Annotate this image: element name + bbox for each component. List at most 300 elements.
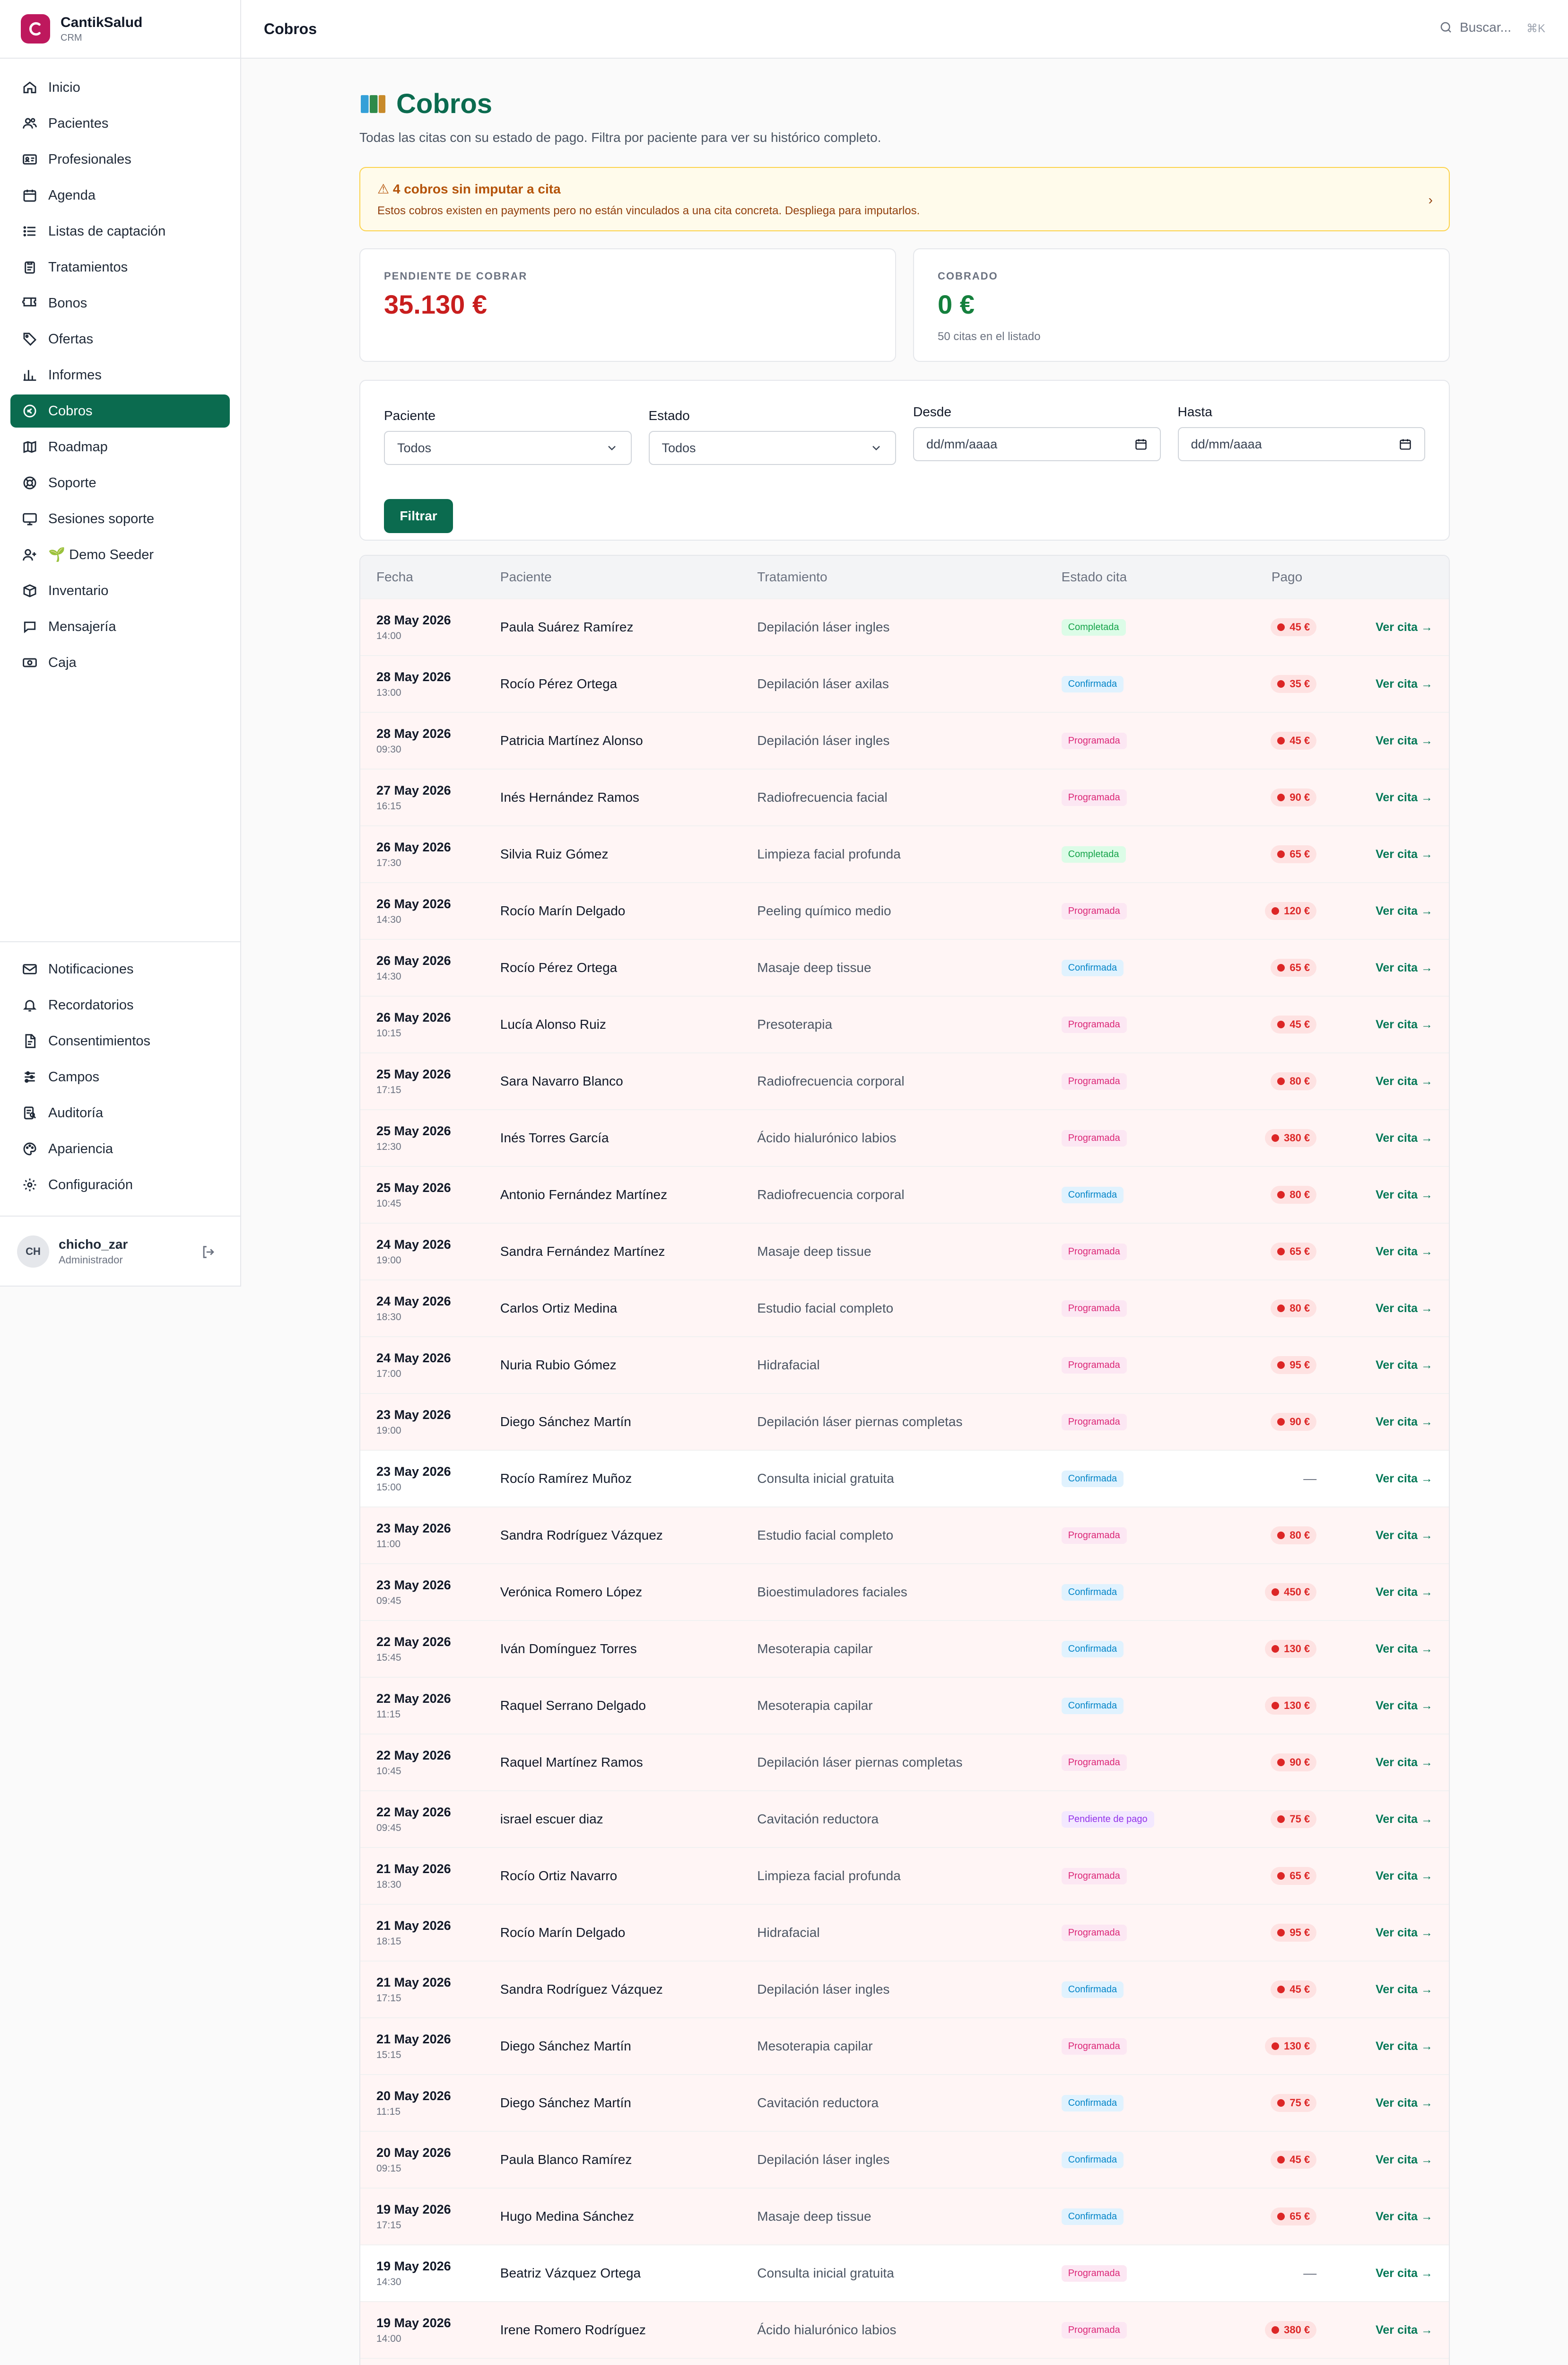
- appointment-time: 09:45: [376, 1595, 401, 1606]
- patient-name: Carlos Ortiz Medina: [500, 1301, 618, 1315]
- table-row[interactable]: [360, 1507, 1449, 1563]
- search-input[interactable]: [1439, 20, 1511, 35]
- date-cell: [360, 1067, 500, 1096]
- treatment-name: Ácido hialurónico labios: [757, 2322, 897, 2337]
- view-appointment-link[interactable]: Ver cita →: [1376, 1188, 1433, 1201]
- appointment-time: 12:30: [376, 1141, 401, 1152]
- view-appointment-cell: [1321, 1302, 1449, 1315]
- view-appointment-cell: [1321, 848, 1449, 861]
- sidebar-item-listas-de-captacion[interactable]: [10, 215, 230, 248]
- view-appointment-link[interactable]: Ver cita →: [1376, 1642, 1433, 1656]
- view-appointment-link[interactable]: Ver cita →: [1376, 1131, 1433, 1145]
- status-badge: Programada: [1062, 1357, 1127, 1374]
- appointment-time: 09:45: [376, 1822, 401, 1833]
- date-cell: [360, 1124, 500, 1153]
- pending-card: [359, 248, 896, 362]
- appointment-time: 10:45: [376, 1765, 401, 1777]
- gear-icon: [22, 1177, 38, 1193]
- table-row[interactable]: [360, 1904, 1449, 1961]
- status-cell: [1062, 789, 1203, 806]
- payment-badge: 130 €: [1265, 1697, 1316, 1715]
- payment-cell: [1203, 618, 1321, 636]
- appointment-time: 10:15: [376, 1027, 401, 1039]
- sidebar-item-label: Pacientes: [48, 115, 109, 131]
- payment-badge: 65 €: [1271, 1243, 1316, 1261]
- view-appointment-link[interactable]: Ver cita →: [1376, 1472, 1433, 1485]
- view-appointment-link[interactable]: Ver cita →: [1376, 847, 1433, 861]
- sidebar-item-sesiones-soporte[interactable]: [10, 502, 230, 535]
- status-badge: Programada: [1062, 1754, 1127, 1771]
- view-appointment-cell: [1321, 1699, 1449, 1713]
- payment-cell: [1203, 1016, 1321, 1034]
- sidebar-item-inicio[interactable]: [10, 71, 230, 104]
- status-badge: Confirmada: [1062, 676, 1124, 692]
- to-date-input[interactable]: dd/mm/aaaa: [1178, 427, 1426, 461]
- sidebar-item-label: Campos: [48, 1069, 99, 1085]
- table-row[interactable]: [360, 825, 1449, 882]
- view-appointment-link[interactable]: Ver cita →: [1376, 1358, 1433, 1372]
- table-row[interactable]: [360, 1166, 1449, 1223]
- appointment-date: 24 May 2026: [376, 1350, 451, 1365]
- sidebar-item-label: Configuración: [48, 1177, 133, 1192]
- sidebar-item-label: 🌱 Demo Seeder: [48, 547, 154, 562]
- status-badge: Programada: [1062, 733, 1127, 749]
- cash-icon: [22, 655, 38, 671]
- view-appointment-cell: [1321, 1358, 1449, 1372]
- view-appointment-link[interactable]: Ver cita →: [1376, 1301, 1433, 1315]
- payment-cell: [1203, 845, 1321, 863]
- view-appointment-link[interactable]: Ver cita →: [1376, 1699, 1433, 1712]
- patient-name: Raquel Serrano Delgado: [500, 1698, 646, 1713]
- unassigned-payments-alert[interactable]: [359, 167, 1450, 231]
- sidebar-item-inventario[interactable]: [10, 574, 230, 607]
- payment-badge: 75 €: [1271, 2094, 1316, 2112]
- view-appointment-cell: [1321, 2210, 1449, 2224]
- status-cell: [1062, 733, 1203, 749]
- patient-name: Paula Suárez Ramírez: [500, 620, 634, 634]
- status-badge: Programada: [1062, 1868, 1127, 1884]
- status-cell: [1062, 1073, 1203, 1090]
- view-appointment-link[interactable]: Ver cita →: [1376, 734, 1433, 747]
- table-row[interactable]: [360, 2301, 1449, 2358]
- payment-cell: [1203, 2207, 1321, 2225]
- table-row[interactable]: [360, 598, 1449, 655]
- status-cell: [1062, 676, 1203, 692]
- payment-cell: [1203, 902, 1321, 920]
- status-cell: [1062, 1925, 1203, 1941]
- table-row[interactable]: [360, 1847, 1449, 1904]
- status-cell: [1062, 2265, 1203, 2282]
- brand[interactable]: [0, 0, 240, 59]
- appointment-time: 15:15: [376, 2049, 401, 2060]
- sidebar-item-label: Listas de captación: [48, 223, 166, 239]
- view-appointment-link[interactable]: Ver cita →: [1376, 1528, 1433, 1542]
- status-cell: [1062, 2038, 1203, 2055]
- status-badge: Programada: [1062, 1527, 1127, 1544]
- table-row[interactable]: [360, 712, 1449, 769]
- status-cell: [1062, 2095, 1203, 2111]
- sidebar-item-label: Agenda: [48, 187, 96, 203]
- appointment-date: 25 May 2026: [376, 1067, 451, 1081]
- view-appointment-link[interactable]: Ver cita →: [1376, 1585, 1433, 1599]
- status-badge: Programada: [1062, 1925, 1127, 1941]
- payment-cell: [1203, 1471, 1321, 1486]
- brand-name: CantikSalud: [61, 14, 143, 30]
- appointment-date: 20 May 2026: [376, 2145, 451, 2160]
- view-appointment-cell: [1321, 1245, 1449, 1259]
- payment-badge: —: [1303, 2266, 1317, 2280]
- table-row[interactable]: [360, 1677, 1449, 1734]
- payment-badge: 380 €: [1265, 2321, 1316, 2339]
- payment-cell: [1203, 2321, 1321, 2339]
- sidebar-item-demo-seeder[interactable]: [10, 538, 230, 571]
- view-appointment-link[interactable]: Ver cita →: [1376, 961, 1433, 974]
- view-appointment-link[interactable]: Ver cita →: [1376, 2323, 1433, 2337]
- patient-name: Sandra Rodríguez Vázquez: [500, 1528, 663, 1542]
- sidebar-item-notificaciones[interactable]: [10, 953, 230, 986]
- home-icon: [22, 79, 38, 96]
- appointment-time: 14:30: [376, 2276, 401, 2287]
- table-row[interactable]: [360, 1563, 1449, 1620]
- sidebar-item-roadmap[interactable]: [10, 430, 230, 464]
- appointment-time: 15:00: [376, 1481, 401, 1493]
- patient-name: Iván Domínguez Torres: [500, 1641, 637, 1656]
- table-body: [360, 598, 1449, 2365]
- view-appointment-link[interactable]: Ver cita →: [1376, 1017, 1433, 1031]
- date-cell: [360, 1408, 500, 1437]
- clipboard-icon: [22, 259, 38, 275]
- status-cell: [1062, 2322, 1203, 2339]
- tag-icon: [22, 331, 38, 347]
- sidebar-item-label: Cobros: [48, 403, 93, 419]
- status-badge: Confirmada: [1062, 960, 1124, 976]
- appointment-date: 21 May 2026: [376, 1918, 451, 1933]
- sidebar-item-bonos[interactable]: [10, 287, 230, 320]
- patient-name: Antonio Fernández Martínez: [500, 1187, 668, 1202]
- patient-name: israel escuer diaz: [500, 1812, 603, 1826]
- view-appointment-cell: [1321, 1472, 1449, 1486]
- sidebar-item-ofertas[interactable]: [10, 323, 230, 356]
- table-row[interactable]: [360, 1279, 1449, 1336]
- treatment-name: Depilación láser ingles: [757, 2152, 890, 2167]
- status-badge: Programada: [1062, 1244, 1127, 1260]
- view-appointment-link[interactable]: Ver cita →: [1376, 790, 1433, 804]
- sidebar-item-apariencia[interactable]: [10, 1132, 230, 1165]
- treatment-name: Presoterapia: [757, 1017, 833, 1032]
- sidebar-item-pacientes[interactable]: [10, 107, 230, 140]
- table-row[interactable]: [360, 2074, 1449, 2131]
- appointment-date: 23 May 2026: [376, 1407, 451, 1422]
- status-badge: Programada: [1062, 1016, 1127, 1033]
- sidebar-item-configuracion[interactable]: [10, 1168, 230, 1201]
- view-appointment-cell: [1321, 1075, 1449, 1088]
- sidebar-item-mensajeria[interactable]: [10, 610, 230, 643]
- sidebar-item-caja[interactable]: [10, 646, 230, 679]
- lifebuoy-icon: [22, 475, 38, 491]
- collected-note: 50 citas en el listado: [938, 330, 1041, 343]
- treatment-name: Mesoterapia capilar: [757, 2039, 873, 2053]
- view-appointment-link[interactable]: Ver cita →: [1376, 904, 1433, 918]
- map-icon: [22, 439, 38, 455]
- view-appointment-cell: [1321, 961, 1449, 975]
- view-appointment-cell: [1321, 2153, 1449, 2167]
- sidebar-item-agenda[interactable]: [10, 179, 230, 212]
- chevron-right-icon[interactable]: ›: [1428, 193, 1433, 207]
- sidebar-item-cobros[interactable]: [10, 394, 230, 428]
- view-appointment-cell: [1321, 1813, 1449, 1826]
- view-appointment-cell: [1321, 1926, 1449, 1940]
- status-cell: [1062, 1300, 1203, 1317]
- patient-select[interactable]: Todos: [384, 431, 632, 465]
- table-row[interactable]: [360, 1450, 1449, 1507]
- calendar-icon[interactable]: [1134, 438, 1148, 451]
- payment-cell: [1203, 1243, 1321, 1261]
- view-appointment-link[interactable]: Ver cita →: [1376, 1415, 1433, 1428]
- date-cell: [360, 1748, 500, 1777]
- payment-cell: [1203, 1413, 1321, 1431]
- calendar-icon[interactable]: [1399, 438, 1412, 451]
- status-cell: [1062, 1016, 1203, 1033]
- status-badge: Programada: [1062, 1300, 1127, 1317]
- appointment-time: 19:00: [376, 1254, 401, 1266]
- appointment-date: 24 May 2026: [376, 1294, 451, 1308]
- treatment-name: Depilación láser piernas completas: [757, 1755, 963, 1769]
- filter-button[interactable]: Filtrar: [384, 499, 453, 533]
- sidebar-item-label: Caja: [48, 655, 77, 670]
- view-appointment-cell: [1321, 1529, 1449, 1542]
- monitor-icon: [22, 511, 38, 527]
- sidebar-item-label: Informes: [48, 367, 102, 383]
- appointment-time: 14:00: [376, 630, 401, 641]
- view-appointment-cell: [1321, 1188, 1449, 1202]
- sidebar-item-recordatorios[interactable]: [10, 989, 230, 1022]
- table-row[interactable]: [360, 1052, 1449, 1109]
- table-row[interactable]: [360, 1223, 1449, 1279]
- payment-cell: [1203, 1186, 1321, 1204]
- patient-name: Diego Sánchez Martín: [500, 2095, 631, 2110]
- view-appointment-link[interactable]: Ver cita →: [1376, 2209, 1433, 2223]
- header-payment[interactable]: Pago: [1271, 569, 1303, 584]
- date-cell: [360, 1294, 500, 1323]
- treatment-name: Masaje deep tissue: [757, 2209, 871, 2224]
- sidebar-item-label: Auditoría: [48, 1105, 104, 1121]
- view-appointment-link[interactable]: Ver cita →: [1376, 2039, 1433, 2053]
- appointment-time: 19:00: [376, 1425, 401, 1436]
- table-row[interactable]: [360, 2358, 1449, 2365]
- user-panel: [0, 1216, 240, 1287]
- date-cell: [360, 840, 500, 869]
- status-cell: [1062, 1981, 1203, 1998]
- treatment-name: Mesoterapia capilar: [757, 1641, 873, 1656]
- filters-panel: [359, 380, 1450, 541]
- pending-value: 35.130 €: [384, 289, 487, 319]
- appointment-time: 13:00: [376, 687, 401, 698]
- sidebar-item-informes[interactable]: [10, 359, 230, 392]
- view-appointment-link[interactable]: Ver cita →: [1376, 1982, 1433, 1996]
- payment-cell: [1203, 1980, 1321, 1998]
- sidebar-item-soporte[interactable]: [10, 466, 230, 499]
- appointment-time: 14:00: [376, 2333, 401, 2344]
- appointment-date: 24 May 2026: [376, 1237, 451, 1252]
- treatment-name: Cavitación reductora: [757, 1812, 879, 1826]
- payment-cell: [1203, 1129, 1321, 1147]
- view-appointment-link[interactable]: Ver cita →: [1376, 1074, 1433, 1088]
- table-row[interactable]: [360, 882, 1449, 939]
- sidebar-item-profesionales[interactable]: [10, 143, 230, 176]
- payment-cell: [1203, 732, 1321, 750]
- appointment-date: 28 May 2026: [376, 613, 451, 627]
- appointment-date: 25 May 2026: [376, 1123, 451, 1138]
- date-cell: [360, 954, 500, 982]
- status-badge: Programada: [1062, 1414, 1127, 1430]
- table-row[interactable]: [360, 2131, 1449, 2188]
- from-date-input[interactable]: dd/mm/aaaa: [913, 427, 1161, 461]
- sidebar-item-auditoria[interactable]: [10, 1096, 230, 1130]
- appointment-date: 21 May 2026: [376, 1975, 451, 1989]
- user-role: Administrador: [59, 1254, 123, 1266]
- payment-cell: [1203, 2266, 1321, 2281]
- table-row[interactable]: [360, 1790, 1449, 1847]
- header-treatment[interactable]: Tratamiento: [757, 569, 828, 584]
- from-date-label: Desde: [913, 404, 951, 419]
- date-cell: [360, 1805, 500, 1834]
- date-cell: [360, 1237, 500, 1266]
- sidebar-item-campos[interactable]: [10, 1060, 230, 1094]
- appointment-time: 17:30: [376, 857, 401, 868]
- pending-label: PENDIENTE DE COBRAR: [384, 270, 528, 282]
- view-appointment-cell: [1321, 1756, 1449, 1769]
- avatar[interactable]: CH: [17, 1235, 49, 1268]
- treatment-name: Hidrafacial: [757, 1925, 820, 1940]
- header-status[interactable]: Estado cita: [1061, 569, 1127, 584]
- date-cell: [360, 2146, 500, 2174]
- table-row[interactable]: [360, 1961, 1449, 2017]
- collected-label: COBRADO: [938, 270, 998, 282]
- appointment-time: 17:15: [376, 1992, 401, 2004]
- date-cell: [360, 1010, 500, 1039]
- view-appointment-link[interactable]: Ver cita →: [1376, 677, 1433, 691]
- view-appointment-link[interactable]: Ver cita →: [1376, 620, 1433, 634]
- treatment-name: Masaje deep tissue: [757, 1244, 871, 1259]
- status-badge: Programada: [1062, 789, 1127, 806]
- ticket-icon: [22, 295, 38, 311]
- appointment-time: 17:15: [376, 2219, 401, 2231]
- treatment-name: Depilación láser ingles: [757, 733, 890, 748]
- appointment-date: 22 May 2026: [376, 1691, 451, 1706]
- payment-cell: [1203, 1356, 1321, 1374]
- patient-name: Paula Blanco Ramírez: [500, 2152, 632, 2167]
- treatment-name: Radiofrecuencia corporal: [757, 1074, 905, 1088]
- appointment-time: 15:45: [376, 1652, 401, 1663]
- sidebar: [0, 0, 241, 1287]
- sidebar-item-consentimientos[interactable]: [10, 1025, 230, 1058]
- treatment-name: Peeling químico medio: [757, 903, 891, 918]
- treatment-name: Estudio facial completo: [757, 1301, 894, 1315]
- payment-badge: 45 €: [1271, 1980, 1316, 1998]
- list-icon: [22, 223, 38, 239]
- appointment-time: 14:30: [376, 971, 401, 982]
- view-appointment-link[interactable]: Ver cita →: [1376, 2266, 1433, 2280]
- header-patient[interactable]: Paciente: [500, 569, 552, 584]
- mail-icon: [22, 961, 38, 977]
- table-row[interactable]: [360, 2188, 1449, 2244]
- table-row[interactable]: [360, 2017, 1449, 2074]
- treatment-name: Mesoterapia capilar: [757, 1698, 873, 1713]
- view-appointment-link[interactable]: Ver cita →: [1376, 1244, 1433, 1258]
- table-row[interactable]: [360, 769, 1449, 825]
- collected-card: [913, 248, 1450, 362]
- treatment-name: Depilación láser ingles: [757, 620, 890, 634]
- appointment-date: 19 May 2026: [376, 2202, 451, 2216]
- coin-icon: [22, 403, 38, 419]
- page-header-title: Cobros: [264, 20, 317, 37]
- view-appointment-link[interactable]: Ver cita →: [1376, 1869, 1433, 1883]
- sidebar-item-label: Soporte: [48, 475, 96, 491]
- patient-name: Rocío Ramírez Muñoz: [500, 1471, 632, 1486]
- payments-table: [359, 555, 1450, 2365]
- table-row[interactable]: [360, 939, 1449, 996]
- appointment-time: 17:15: [376, 1084, 401, 1095]
- appointment-time: 14:30: [376, 914, 401, 925]
- date-cell: [360, 1691, 500, 1720]
- appointment-date: 22 May 2026: [376, 1634, 451, 1649]
- table-row[interactable]: [360, 1336, 1449, 1393]
- patient-name: Sara Navarro Blanco: [500, 1074, 623, 1088]
- treatment-name: Depilación láser ingles: [757, 1982, 890, 1997]
- patient-name: Lucía Alonso Ruiz: [500, 1017, 606, 1032]
- status-badge: Completada: [1062, 619, 1126, 636]
- status-cell: [1062, 846, 1203, 863]
- appointment-date: 26 May 2026: [376, 840, 451, 854]
- view-appointment-cell: [1321, 1585, 1449, 1599]
- payment-cell: [1203, 1526, 1321, 1544]
- status-badge: Confirmada: [1062, 1187, 1124, 1203]
- chart-icon: [22, 367, 38, 383]
- table-row[interactable]: [360, 996, 1449, 1052]
- view-appointment-link[interactable]: Ver cita →: [1376, 1812, 1433, 1826]
- table-row[interactable]: [360, 1734, 1449, 1790]
- table-row[interactable]: [360, 2244, 1449, 2301]
- payment-cell: [1203, 959, 1321, 977]
- patient-name: Beatriz Vázquez Ortega: [500, 2266, 641, 2280]
- main-content: [359, 59, 1450, 2365]
- logout-icon[interactable]: [200, 1244, 217, 1260]
- table-row[interactable]: [360, 1620, 1449, 1677]
- appointment-time: 16:15: [376, 800, 401, 812]
- sidebar-item-label: Roadmap: [48, 439, 108, 455]
- state-select[interactable]: Todos: [649, 431, 897, 465]
- header-date[interactable]: Fecha: [376, 569, 413, 584]
- payment-badge: 380 €: [1265, 1129, 1316, 1147]
- appointment-time: 17:00: [376, 1368, 401, 1379]
- payment-badge: 45 €: [1271, 2151, 1316, 2169]
- sidebar-item-label: Mensajería: [48, 619, 116, 634]
- appointment-time: 09:15: [376, 2163, 401, 2174]
- date-cell: [360, 1975, 500, 2004]
- table-row[interactable]: [360, 1109, 1449, 1166]
- payment-badge: 450 €: [1265, 1583, 1316, 1601]
- view-appointment-link[interactable]: Ver cita →: [1376, 2096, 1433, 2110]
- view-appointment-link[interactable]: Ver cita →: [1376, 1755, 1433, 1769]
- patient-name: Inés Torres García: [500, 1130, 609, 1145]
- view-appointment-link[interactable]: Ver cita →: [1376, 1926, 1433, 1939]
- view-appointment-cell: [1321, 1415, 1449, 1429]
- table-row[interactable]: [360, 1393, 1449, 1450]
- payment-badge: 65 €: [1271, 845, 1316, 863]
- view-appointment-link[interactable]: Ver cita →: [1376, 2153, 1433, 2166]
- table-row[interactable]: [360, 655, 1449, 712]
- sidebar-item-tratamientos[interactable]: [10, 251, 230, 284]
